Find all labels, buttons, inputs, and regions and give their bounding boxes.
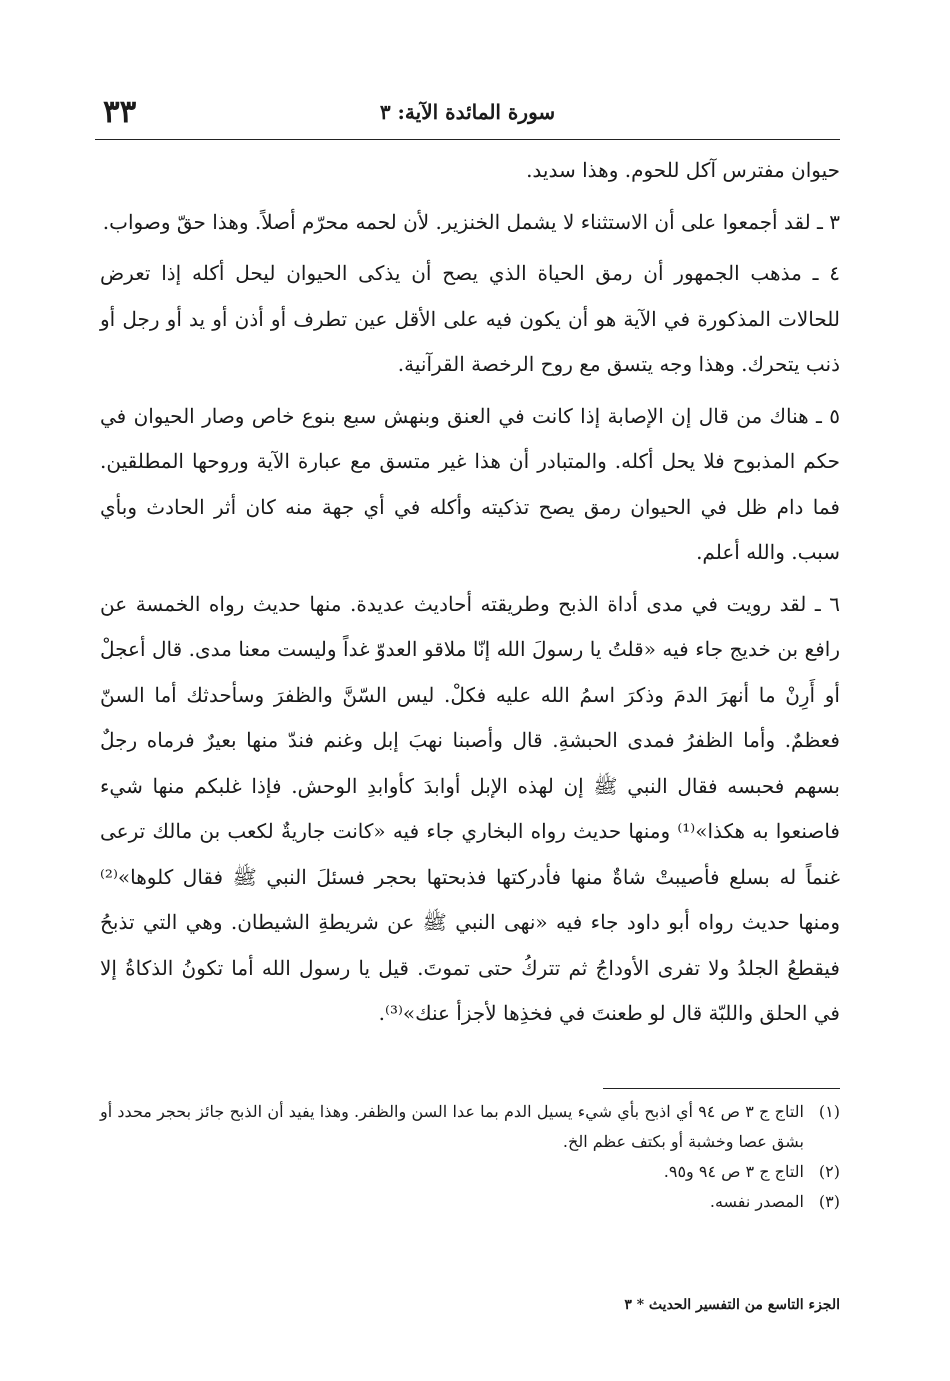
footnote bbox=[100, 1187, 840, 1217]
footnote bbox=[100, 1097, 840, 1157]
page-header bbox=[95, 92, 840, 136]
footnote bbox=[100, 1157, 840, 1187]
running-title: سورة المائدة الآية: ٣ bbox=[379, 100, 556, 124]
volume-signature: الجزء التاسع من التفسير الحديث * ٣ bbox=[624, 1297, 840, 1313]
footnote-number: (٢) bbox=[818, 1162, 840, 1181]
header-divider bbox=[95, 139, 840, 140]
footnote-divider bbox=[603, 1088, 840, 1089]
footnote-text: التاج ج ٣ ص ٩٤ و٩٥. bbox=[663, 1162, 804, 1181]
footnote-text: المصدر نفسه. bbox=[709, 1192, 804, 1211]
main-text bbox=[100, 148, 840, 1043]
page-number: ٣٣ bbox=[103, 94, 137, 130]
footnote-number: (١) bbox=[818, 1102, 840, 1121]
paragraph: ٤ ـ مذهب الجمهور أن رمق الحياة الذي يصح أن يذكى الحيوان ليحل أكله إذا تعرض للحالات المذكورة في الآية هو أن يكون فيه على الأقل عين تطرف أو أذن أو يد أو رجل أو ذنب يتحرك. وهذا وجه يتسق مع روح الرخصة القرآنية. bbox=[100, 261, 840, 376]
paragraph: حيوان مفترس آكل للحوم. وهذا سديد. bbox=[526, 158, 840, 182]
paragraph: ٥ ـ هناك من قال إن الإصابة إذا كانت في العنق وبنهش سبع بنوع خاص وصار الحيوان في حكم المذبوح فلا يحل أكله. والمتبادر أن هذا غير متسق مع عبارة الآية وروحها المطلقين. فما دام ظل في الحيوان رمق يصح تذكيته وأكله في أي جهة منه كان أثر الحادث وبأي سبب. والله أعلم. bbox=[100, 403, 840, 564]
paragraph: ٣ ـ لقد أجمعوا على أن الاستثناء لا يشمل الخنزير. لأن لحمه محرّم أصلاً. وهذا حقّ وصواب. bbox=[102, 209, 840, 234]
paragraph: ٦ ـ لقد رويت في مدى أداة الذبح وطريقته أحاديث عديدة. منها حديث رواه الخمسة عن رافع بن خديج جاء فيه «قلتُ يا رسولَ الله إنّا ملاقو العدوّ غداً وليست معنا مدى. قال أعجلْ أو أَرِنْ ما أنهرَ الدمَ وذكرَ اسمُ الله عليه فكلْ. ليس السّنَّ والظفرَ وسأحدثك أما السنّ فعظمٌ. وأما الظفرُ فمدى الحبشةِ. قال وأصبنا نهبَ إبل وغنم فندّ منها بعيرٌ فرماه رجلٌ بسهم فحبسه فقال النبي ﷺ إن لهذه الإبل أوابدَ كأوابدِ الوحش. فإذا غلبكم منها شيء فاصنعوا به هكذا»⁽¹⁾ ومنها حديث رواه البخاري جاء فيه «كانت جاريةٌ لكعب بن مالك ترعى غنماً له بسلع فأصيبتْ شاةٌ منها فأدركتها فذبحتها بحجر فسئلَ النبي ﷺ فقال كلوها»⁽²⁾ ومنها حديث رواه أبو داود جاء فيه «نهى النبي ﷺ عن شريطةِ الشيطان. وهي التي تذبحُ فيقطعُ الجلدُ ولا تفرى الأوداجُ ثم تتركُ حتى تموتَ. قيل يا رسول الله أما تكونُ الذكاةُ إلا في الحلق واللبّة قال لو طعنتَ في فخذِها لأجزأ عنك»⁽³⁾. bbox=[100, 591, 840, 1025]
footnote-text: التاج ج ٣ ص ٩٤ أي اذبح بأي شيء يسيل الدم بما عدا السن والظفر. وهذا يفيد أن الذبح جائز بحجر محدد أو بشق عصا وخشبة أو بكتف عظم الخ. bbox=[100, 1102, 804, 1151]
footnotes bbox=[100, 1097, 840, 1217]
footnote-number: (٣) bbox=[818, 1192, 840, 1211]
